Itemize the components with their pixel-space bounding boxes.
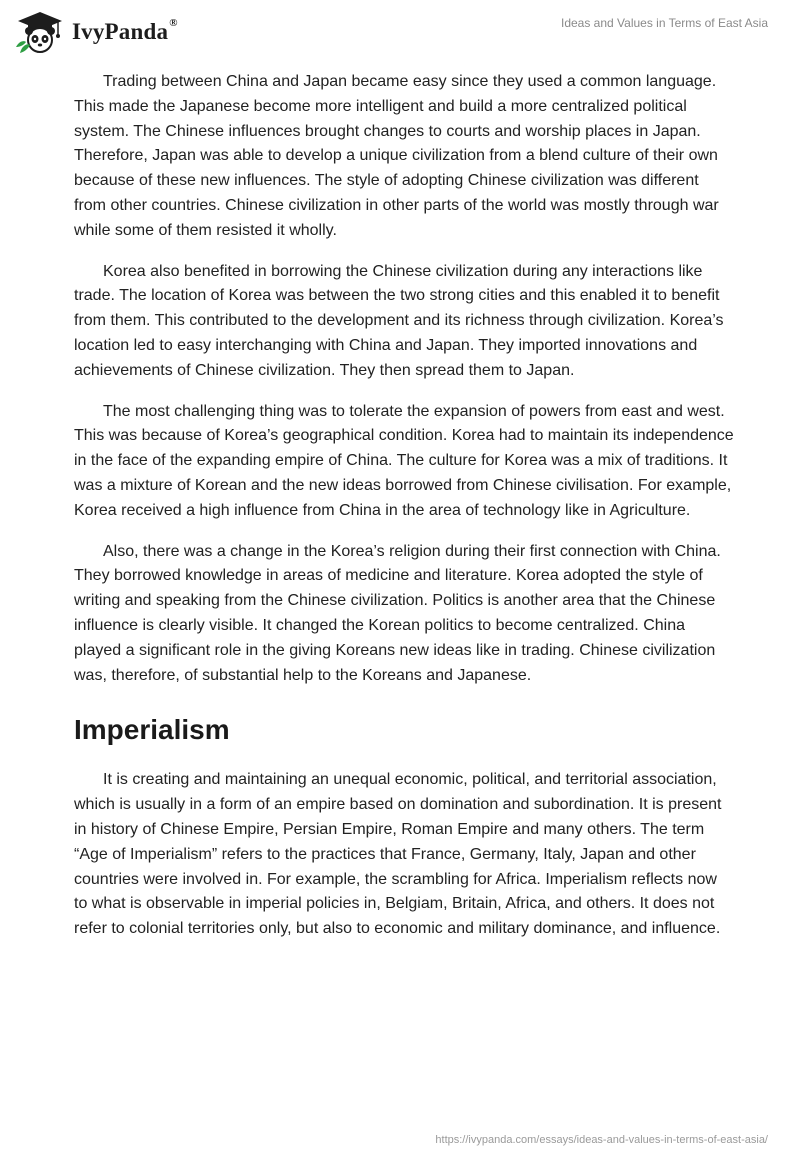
logo-text: IvyPanda [72, 19, 169, 44]
registered-mark: ® [169, 17, 178, 30]
page-header [0, 0, 800, 64]
article-body [74, 70, 734, 958]
panda-graduation-cap-icon [14, 9, 66, 55]
document-title: Ideas and Values in Terms of East Asia [560, 16, 768, 30]
paragraph: The most challenging thing was to tolerate the expansion of powers from east and west. This was because of Korea’s geographical condition. Korea had to maintain its independence in the face of the expanding empire of China. The culture for Korea was a mix of traditions. It was a mixture of Korean and the new ideas borrowed from Chinese civilisation. For example, Korea received a high influence from China in the area of technology like in Agriculture. [74, 402, 734, 519]
paragraph: Trading between China and Japan became easy since they used a common language. This made the Japanese become more intelligent and build a more centralized political system. The Chinese influences brought changes to courts and worship places in Japan. Therefore, Japan was able to develop a unique civilization from a blend culture of their own because of these new influences. The style of adopting Chinese civilization was different from other countries. Chinese civilization in other parts of the world was mostly through war while some of them resisted it wholly. [74, 73, 719, 239]
ivypanda-logo[interactable] [14, 8, 178, 56]
paragraph: Korea also benefited in borrowing the Chinese civilization during any interactions like trade. The location of Korea was between the two strong cities and this enabled it to benefit from them. This contributed to the development and its richness through civilization. Korea’s location led to easy interchanging with China and Japan. They imported innovations and achievements of Chinese civilization. They then spread them to Japan. [74, 262, 724, 379]
logo-wordmark [72, 19, 178, 45]
page-url[interactable]: https://ivypanda.com/essays/ideas-and-values-in-terms-of-east-asia/ [435, 1134, 768, 1146]
section-heading: Imperialism [74, 714, 230, 746]
paragraph: Also, there was a change in the Korea’s religion during their first connection with China. They borrowed knowledge in areas of medicine and literature. Korea adopted the style of writing and speaking from the Chinese civilization. Politics is another area that the Chinese influence is clearly visible. It changed the Korean politics to become centralized. China played a significant role in the giving Koreans new ideas like in trading. Chinese civilization was, therefore, of substantial help to the Koreans and Japanese. [74, 542, 721, 684]
paragraph: It is creating and maintaining an unequal economic, political, and territorial association, which is usually in a form of an empire based on domination and subordination. It is present in history of Chinese Empire, Persian Empire, Roman Empire and many others. The term “Age of Imperialism” refers to the practices that France, Germany, Italy, Japan and other countries were involved in. For example, the scrambling for Africa. Imperialism reflects now to what is observable in imperial policies in, Belgiam, Britain, Africa, and others. It does not refer to colonial territories only, but also to economic and military dominance, and influence. [74, 771, 722, 938]
